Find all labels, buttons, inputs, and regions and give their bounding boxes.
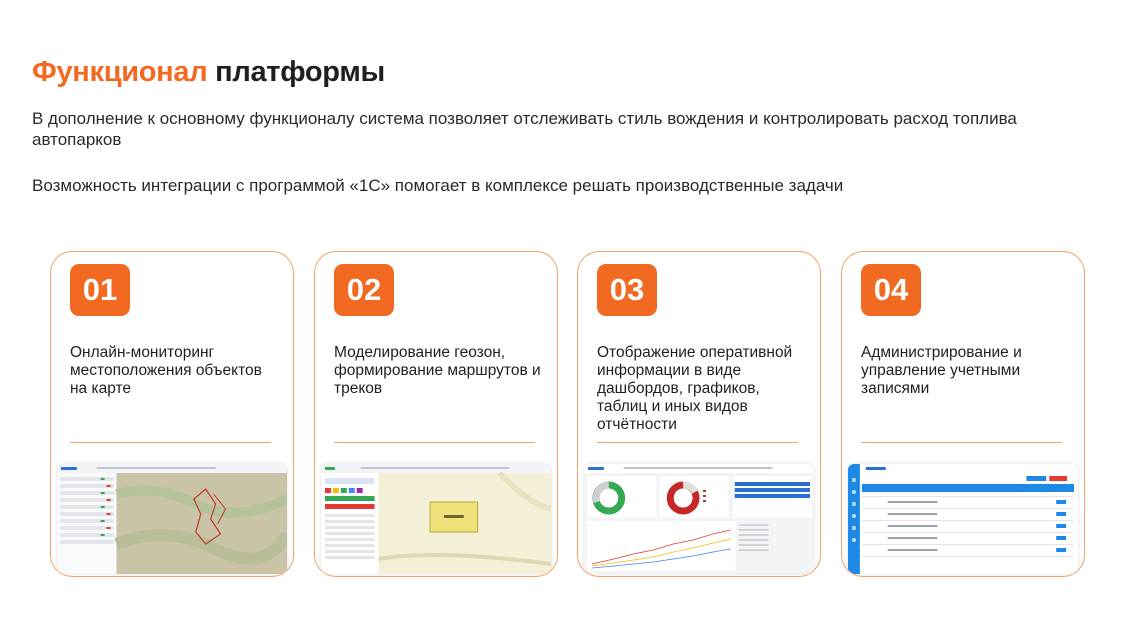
card-description: Отображение оперативной информации в виде дашбордов, графиков, таблиц и иных видов отчётности	[597, 344, 793, 433]
card-divider	[861, 442, 1062, 443]
card-description: Онлайн-мониторинг местоположения объектов на карте	[70, 344, 262, 397]
card-description: Моделирование геозон, формирование маршрутов и треков	[334, 344, 541, 397]
integration-paragraph: Возможность интеграции с программой «1С» помогает в комплексе решать производственные задачи	[32, 176, 844, 195]
card-divider	[597, 442, 798, 443]
card-number-badge: 04	[861, 264, 921, 316]
page-title	[32, 56, 385, 89]
card-divider	[334, 442, 535, 443]
admin-screenshot-image	[848, 464, 1078, 574]
dashboard-screenshot-image	[584, 464, 814, 574]
card-description: Администрирование и управление учетными записями	[861, 344, 1022, 397]
intro-paragraph: В дополнение к основному функционалу система позволяет отслеживать стиль вождения и контролировать расход топлива автопарков	[32, 109, 1017, 149]
card-divider	[70, 442, 271, 443]
map-screenshot-image	[57, 464, 287, 574]
title-accent: Функционал	[32, 56, 208, 88]
feature-card-administration	[841, 251, 1085, 577]
feature-card-monitoring	[50, 251, 294, 577]
feature-card-dashboards	[577, 251, 821, 577]
geozone-screenshot-image	[321, 464, 551, 574]
card-number-badge: 01	[70, 264, 130, 316]
feature-card-geozones	[314, 251, 558, 577]
card-number-badge: 03	[597, 264, 657, 316]
title-rest: платформы	[215, 56, 385, 88]
card-number-badge: 02	[334, 264, 394, 316]
